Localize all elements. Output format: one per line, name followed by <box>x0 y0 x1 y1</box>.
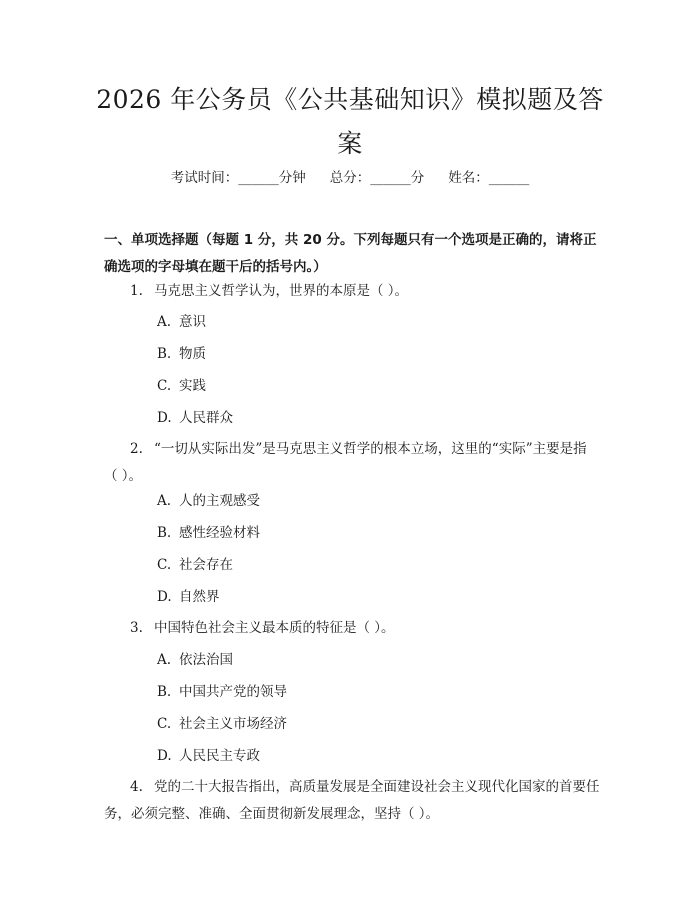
option-text: 依法治国 <box>179 652 233 668</box>
question-number: 4. <box>130 779 143 795</box>
option-letter: C. <box>157 557 172 573</box>
option-2d <box>157 587 220 607</box>
option-letter: C. <box>157 378 172 394</box>
option-2a <box>157 491 260 511</box>
option-text: 意识 <box>179 314 206 330</box>
option-letter: C. <box>157 716 172 732</box>
question-text: “一切从实际出发”是马克思主义哲学的根本立场，这里的“实际”主要是指（ ）。 <box>104 441 587 484</box>
time-unit: 分钟 <box>278 170 306 186</box>
question-number: 3. <box>130 620 143 636</box>
question-2 <box>104 436 600 490</box>
question-1 <box>104 278 600 305</box>
option-letter: D. <box>157 410 172 426</box>
score-unit: 分 <box>410 170 425 186</box>
question-4 <box>104 774 600 828</box>
option-letter: B. <box>157 346 172 362</box>
name-blank: ______ <box>488 170 530 186</box>
score-label: 总分： <box>329 170 371 186</box>
option-1a <box>157 312 206 332</box>
question-3 <box>104 615 600 642</box>
option-2b <box>157 523 260 543</box>
option-3d <box>157 746 260 766</box>
option-text: 人的主观感受 <box>179 493 260 509</box>
section-heading: 一、单项选择题（每题 1 分，共 20 分。下列每题只有一个选项是正确的，请将正确选项的字母填在题干后的括号内。） <box>104 232 597 275</box>
option-1c <box>157 376 206 396</box>
option-2c <box>157 555 233 575</box>
option-1b <box>157 344 206 364</box>
question-text: 党的二十大报告指出，高质量发展是全面建设社会主义现代化国家的首要任务，必须完整、准确、全面贯彻新发展理念，坚持（ ）。 <box>104 779 600 822</box>
option-letter: D. <box>157 589 172 605</box>
option-text: 自然界 <box>179 589 220 605</box>
option-letter: A. <box>157 652 172 668</box>
option-letter: D. <box>157 748 172 764</box>
option-text: 人民民主专政 <box>179 748 260 764</box>
option-3a <box>157 650 233 670</box>
option-text: 人民群众 <box>179 410 233 426</box>
question-number: 1. <box>130 283 143 299</box>
option-text: 社会主义市场经济 <box>179 716 287 732</box>
option-letter: A. <box>157 493 172 509</box>
score-blank: ______ <box>370 170 411 186</box>
question-number: 2. <box>130 441 143 457</box>
option-text: 感性经验材料 <box>179 525 260 541</box>
time-blank: ______ <box>238 170 279 186</box>
option-text: 中国共产党的领导 <box>179 684 287 700</box>
question-text: 中国特色社会主义最本质的特征是（ ）。 <box>154 620 395 636</box>
exam-meta <box>0 168 700 188</box>
option-3c <box>157 714 287 734</box>
option-text: 社会存在 <box>179 557 233 573</box>
page-title: 2026 年公务员《公共基础知识》模拟题及答案 <box>96 85 604 158</box>
question-text: 马克思主义哲学认为，世界的本原是（ ）。 <box>154 283 409 299</box>
option-3b <box>157 682 287 702</box>
name-label: 姓名： <box>448 170 489 186</box>
option-text: 实践 <box>179 378 206 394</box>
option-letter: A. <box>157 314 172 330</box>
time-label: 考试时间： <box>170 170 239 186</box>
option-letter: B. <box>157 525 172 541</box>
option-letter: B. <box>157 684 172 700</box>
option-text: 物质 <box>179 346 206 362</box>
option-1d <box>157 408 233 428</box>
